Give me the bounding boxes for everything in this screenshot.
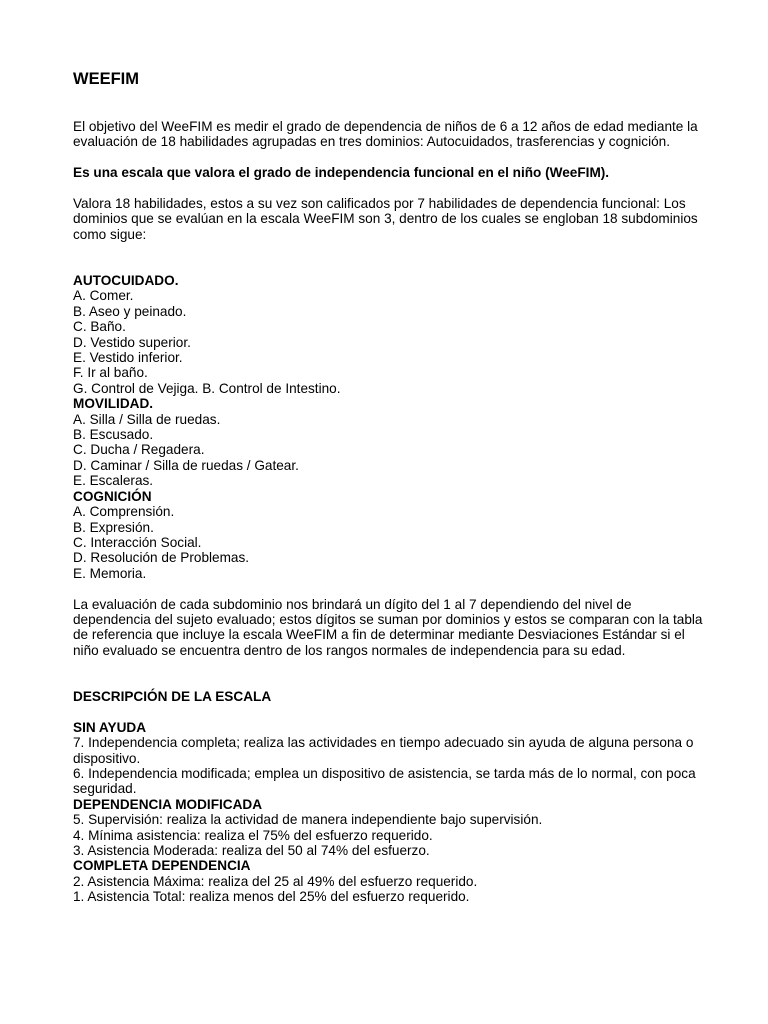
list-item: A. Comer. [73, 288, 134, 304]
section-heading: AUTOCUIDADO. [73, 273, 179, 289]
evaluation-paragraph: La evaluación de cada subdominio nos brindará un dígito del 1 al 7 dependiendo del nivel de dependencia del sujeto evaluado; estos dígitos se suman por dominios y estos se comparan con la tabla de referencia que incluye la escala WeeFIM a fin de determinar mediante Desviaciones Estándar si el niño evaluado se encuentra dentro de los rangos normales de independencia para su edad. [73, 596, 703, 658]
document-title: WEEFIM [73, 70, 139, 88]
list-item: D. Resolución de Problemas. [73, 550, 250, 566]
list-item: B. Expresión. [73, 519, 154, 535]
list-item: 7. Independencia completa; realiza las actividades en tiempo adecuado sin ayuda de alguna persona o dispositivo. [73, 735, 694, 766]
section-items [73, 504, 703, 581]
list-item: D. Vestido superior. [73, 334, 191, 350]
list-item: F. Ir al baño. [73, 365, 148, 381]
scale-group-heading: SIN AYUDA [73, 719, 147, 735]
scale-groups [73, 720, 703, 905]
list-item: 3. Asistencia Moderada: realiza del 50 al 74% del esfuerzo. [73, 843, 430, 858]
list-item: 1. Asistencia Total: realiza menos del 25% del esfuerzo requerido. [73, 889, 470, 905]
section-autocuidado [73, 273, 703, 396]
list-item: A. Silla / Silla de ruedas. [73, 411, 221, 427]
section-heading: COGNICIÓN [73, 488, 152, 504]
scale-group-items [73, 874, 703, 905]
intro-paragraph: El objetivo del WeeFIM es medir el grado de dependencia de niños de 6 a 12 años de edad mediante la evaluación de 18 habilidades agrupadas en tres dominios: Autocuidados, trasferencias y cognición. [73, 119, 698, 150]
list-item: 6. Independencia modificada; emplea un dispositivo de asistencia, se tarda más de lo normal, con poca seguridad. [73, 765, 696, 797]
section-items [73, 412, 703, 489]
list-item: E. Vestido inferior. [73, 350, 183, 366]
list-item: B. Escusado. [73, 427, 154, 443]
bold-statement: Es una escala que valora el grado de independencia funcional en el niño (WeeFIM). [73, 165, 610, 181]
scale-group-sin-ayuda [73, 720, 703, 797]
section-heading: MOVILIDAD. [73, 396, 154, 412]
list-item: D. Caminar / Silla de ruedas / Gatear. [73, 457, 299, 473]
list-item: E. Memoria. [73, 565, 147, 581]
scale-group-heading: COMPLETA DEPENDENCIA [73, 858, 251, 874]
list-item: C. Interacción Social. [73, 534, 202, 550]
list-item: 5. Supervisión: realiza la actividad de manera independiente bajo supervisión. [73, 812, 543, 828]
list-item: 4. Mínima asistencia: realiza el 75% del esfuerzo requerido. [73, 827, 433, 843]
list-item: C. Ducha / Regadera. [73, 442, 205, 458]
list-item: 2. Asistencia Máxima: realiza del 25 al 49% del esfuerzo requerido. [73, 873, 478, 889]
list-item: G. Control de Vejiga. B. Control de Intestino. [73, 380, 341, 396]
list-item: B. Aseo y peinado. [73, 303, 187, 319]
scale-group-completa-dependencia [73, 858, 703, 904]
scale-group-items [73, 812, 703, 858]
section-movilidad [73, 396, 703, 488]
section-items [73, 288, 703, 396]
document-page [73, 69, 703, 905]
section-cognicion [73, 489, 703, 581]
list-item: A. Comprensión. [73, 504, 175, 520]
domains-intro-paragraph: Valora 18 habilidades, estos a su vez son calificados por 7 habilidades de dependencia funcional: Los dominios que se evalúan en la escala WeeFIM son 3, dentro de los cuales se engloban 18 subdominios como sigue: [73, 196, 698, 242]
scale-group-dependencia-modificada [73, 797, 703, 859]
list-item: E. Escaleras. [73, 473, 154, 489]
scale-heading: DESCRIPCIÓN DE LA ESCALA [73, 688, 272, 704]
scale-group-items [73, 735, 703, 797]
list-item: C. Baño. [73, 319, 126, 335]
domains-list [73, 273, 703, 581]
scale-group-heading: DEPENDENCIA MODIFICADA [73, 796, 263, 812]
